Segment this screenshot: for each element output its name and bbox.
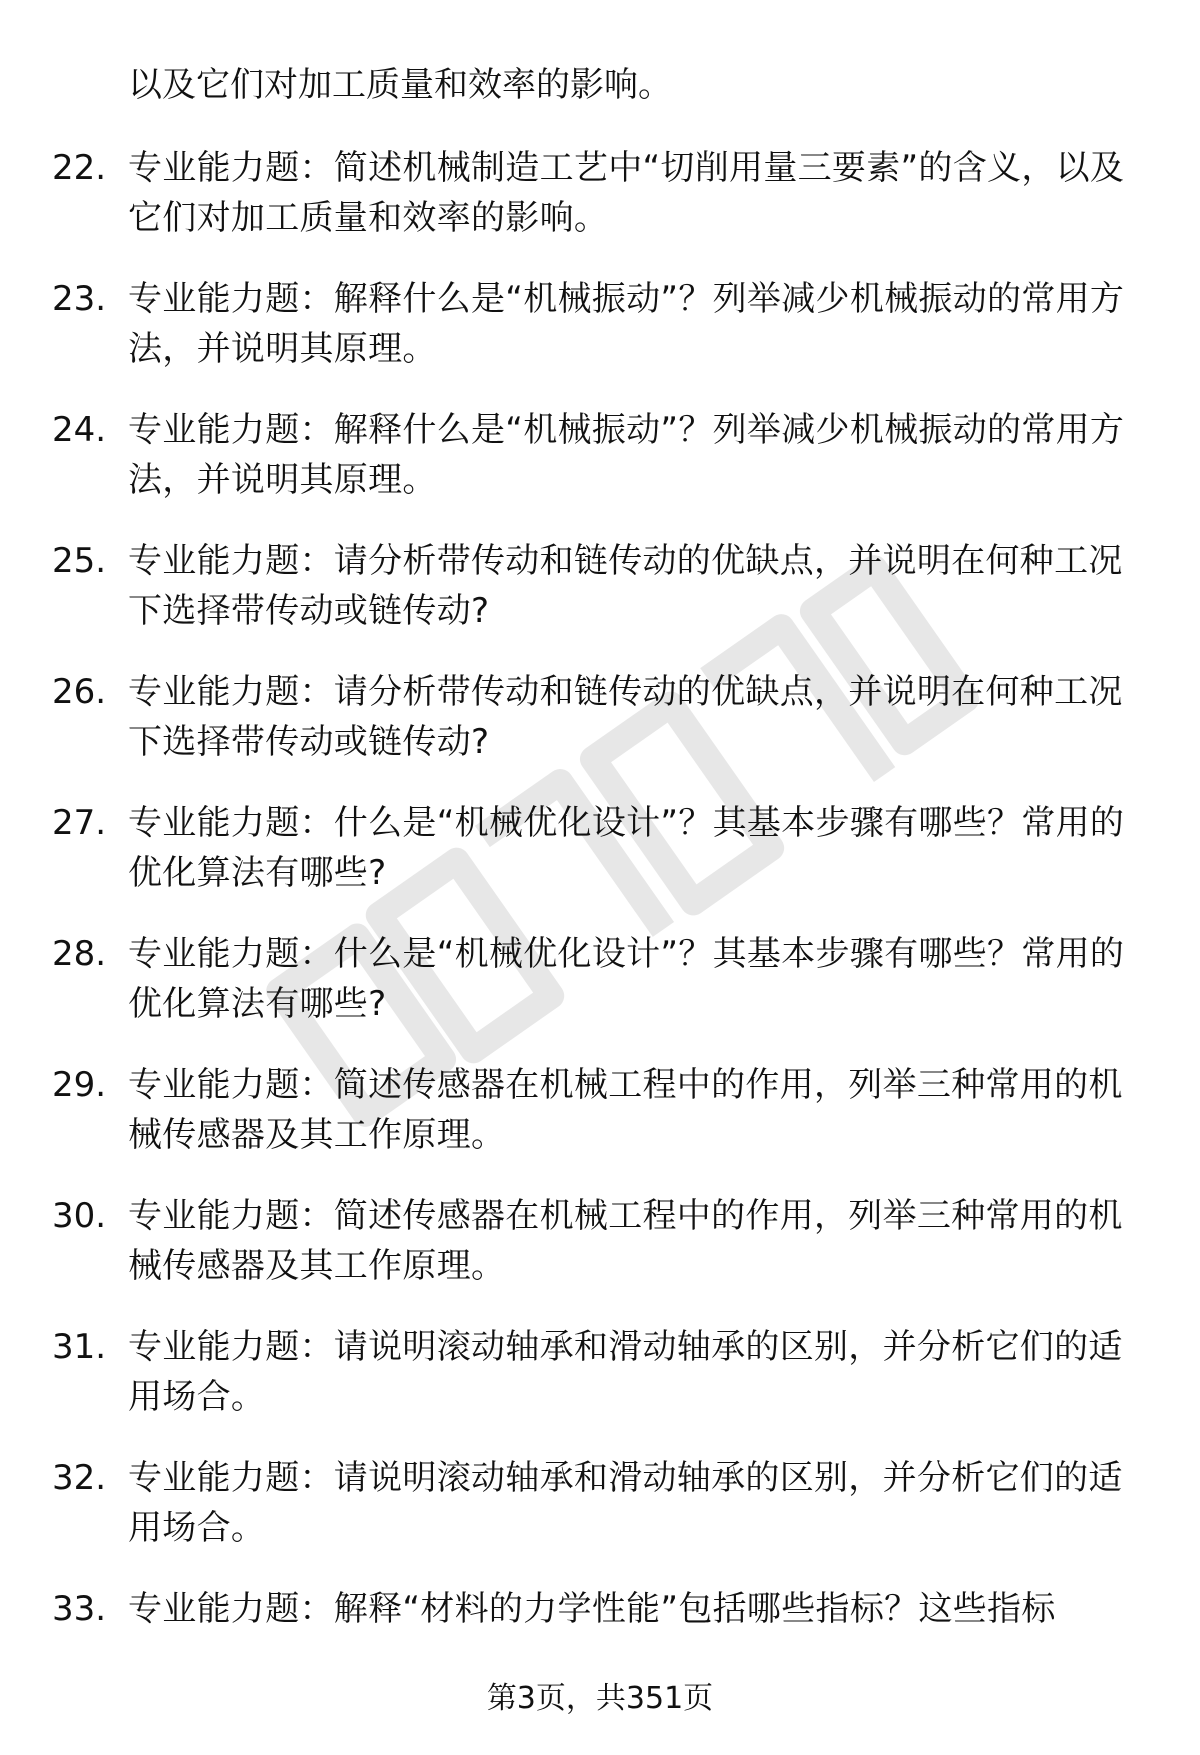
question-number: 24. [52,410,107,450]
question-list [0,143,1200,1715]
question-item [0,667,1200,798]
question-item [0,143,1200,274]
question-number: 28. [52,934,107,974]
page-footer: 第3页，共351页 [486,1681,714,1716]
question-text: 专业能力题：请分析带传动和链传动的优缺点，并说明在何种工况下选择带传动或链传动? [128,541,1123,631]
question-text: 专业能力题：解释什么是“机械振动”？列举减少机械振动的常用方法，并说明其原理。 [128,410,1125,500]
question-number: 33. [52,1589,107,1629]
question-item [0,1453,1200,1584]
question-text: 专业能力题：请分析带传动和链传动的优缺点，并说明在何种工况下选择带传动或链传动? [128,672,1123,762]
question-number: 23. [52,279,107,319]
question-text: 专业能力题：解释什么是“机械振动”？列举减少机械振动的常用方法，并说明其原理。 [128,279,1125,369]
question-item [0,274,1200,405]
question-number: 32. [52,1458,107,1498]
question-number: 29. [52,1065,107,1105]
continued-question-text: 以及它们对加工质量和效率的影响。 [128,65,672,105]
question-number: 30. [52,1196,107,1236]
question-text: 专业能力题：什么是“机械优化设计”？其基本步骤有哪些？常用的优化算法有哪些? [128,803,1125,893]
question-number: 22. [52,148,107,188]
question-item [0,1060,1200,1191]
question-number: 31. [52,1327,107,1367]
question-item [0,798,1200,929]
question-text: 专业能力题：简述机械制造工艺中“切削用量三要素”的含义，以及它们对加工质量和效率的影响。 [128,148,1125,238]
question-text: 专业能力题：什么是“机械优化设计”？其基本步骤有哪些？常用的优化算法有哪些? [128,934,1125,1024]
question-number: 25. [52,541,107,581]
question-text: 专业能力题：请说明滚动轴承和滑动轴承的区别，并分析它们的适用场合。 [128,1327,1123,1417]
question-item [0,929,1200,1060]
question-text: 专业能力题：解释“材料的力学性能”包括哪些指标？这些指标 [128,1589,1056,1629]
question-number: 26. [52,672,107,712]
question-item [0,1191,1200,1322]
question-text: 专业能力题：简述传感器在机械工程中的作用，列举三种常用的机械传感器及其工作原理。 [128,1065,1123,1155]
question-number: 27. [52,803,107,843]
question-text: 专业能力题：请说明滚动轴承和滑动轴承的区别，并分析它们的适用场合。 [128,1458,1123,1548]
question-item [0,405,1200,536]
question-item [0,536,1200,667]
question-item [0,1322,1200,1453]
question-text: 专业能力题：简述传感器在机械工程中的作用，列举三种常用的机械传感器及其工作原理。 [128,1196,1123,1286]
